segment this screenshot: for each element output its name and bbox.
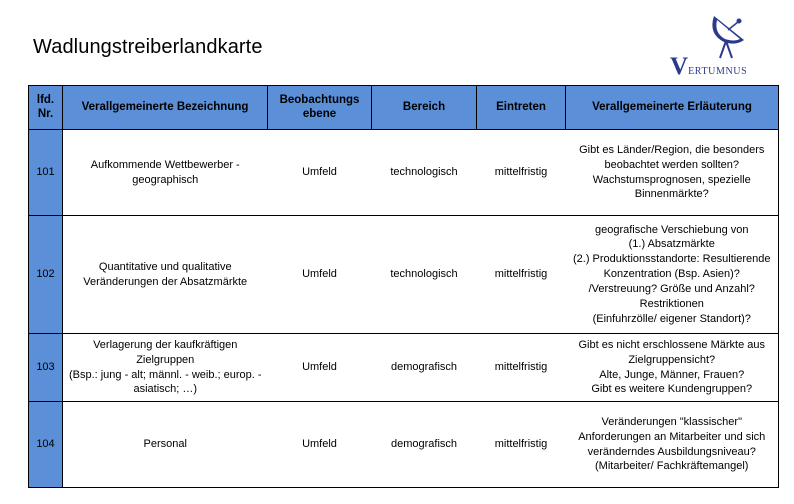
row-bereich: technologisch <box>372 130 477 216</box>
col-header-bezeichnung: Verallgemeinerte Bezeichnung <box>63 86 268 130</box>
col-header-nr: lfd. Nr. <box>29 86 63 130</box>
row-bezeichnung: Personal <box>63 402 268 488</box>
logo-rest: ERTUMNUS <box>688 66 748 77</box>
col-header-erlaeuterung: Verallgemeinerte Erläuterung <box>566 86 779 130</box>
logo-wordmark <box>670 53 778 81</box>
row-ebene: Umfeld <box>268 334 372 402</box>
col-header-ebene: Beobachtungs ebene <box>268 86 372 130</box>
row-eintreten: mittelfristig <box>477 334 566 402</box>
row-erlaeuterung: Gibt es Länder/Region, die besonders beobachtet werden sollten? Wachstumsprognosen, spezielle Binnenmärkte? <box>566 130 779 216</box>
row-nr: 104 <box>29 402 63 488</box>
row-nr: 103 <box>29 334 63 402</box>
row-nr: 102 <box>29 216 63 334</box>
row-eintreten: mittelfristig <box>477 130 566 216</box>
row-erlaeuterung: geografische Verschiebung von (1.) Absatzmärkte (2.) Produktionsstandorte: Resultierende Konzentration (Bsp. Asien)? /Verstreuung? Größe und Anzahl? Restriktionen (Einfuhrzölle/ eigener Standort)? <box>566 216 779 334</box>
logo-initial: V <box>670 53 689 80</box>
vertumnus-logo <box>668 12 778 78</box>
row-eintreten: mittelfristig <box>477 216 566 334</box>
row-eintreten: mittelfristig <box>477 402 566 488</box>
table-row <box>29 130 779 216</box>
row-erlaeuterung: Veränderungen "klassischer" Anforderungen an Mitarbeiter und sich veränderndes Ausbildungsniveau? (Mitarbeiter/ Fachkräftemangel) <box>566 402 779 488</box>
row-bereich: technologisch <box>372 216 477 334</box>
table-row <box>29 334 779 402</box>
row-ebene: Umfeld <box>268 402 372 488</box>
row-bereich: demografisch <box>372 402 477 488</box>
table-header-row <box>29 86 779 130</box>
driver-table <box>28 85 779 488</box>
page-title: Wadlungstreiberlandkarte <box>33 36 263 58</box>
row-nr: 101 <box>29 130 63 216</box>
row-erlaeuterung: Gibt es nicht erschlossene Märkte aus Zielgruppensicht? Alte, Junge, Männer, Frauen? Gibt es weitere Kundengruppen? <box>566 334 779 402</box>
row-bezeichnung: Verlagerung der kaufkräftigen Zielgruppen (Bsp.: jung - alt; männl. - weib.; europ. - asiatisch; …) <box>63 334 268 402</box>
table-row <box>29 402 779 488</box>
col-header-bereich: Bereich <box>372 86 477 130</box>
col-header-eintreten: Eintreten <box>477 86 566 130</box>
row-bezeichnung: Aufkommende Wettbewerber - geographisch <box>63 130 268 216</box>
row-ebene: Umfeld <box>268 216 372 334</box>
row-ebene: Umfeld <box>268 130 372 216</box>
row-bereich: demografisch <box>372 334 477 402</box>
table-row <box>29 216 779 334</box>
row-bezeichnung: Quantitative und qualitative Veränderungen der Absatzmärkte <box>63 216 268 334</box>
